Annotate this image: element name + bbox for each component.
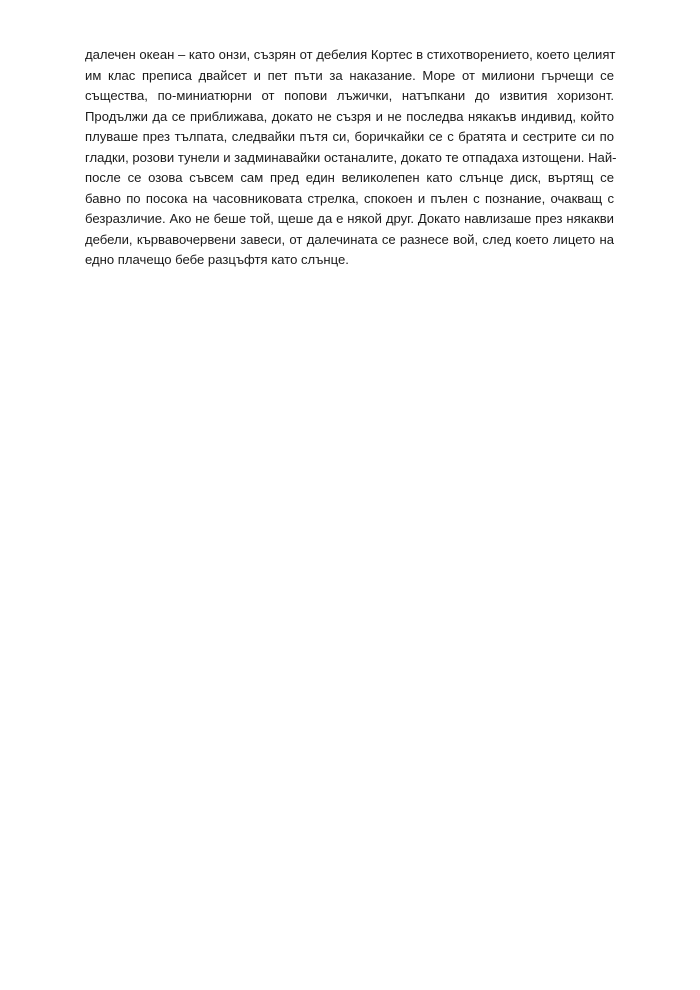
paragraph-line: едно плачещо бебе разцъфтя като слънце. (85, 252, 349, 267)
paragraph-line: гладки, розови тунели и задминавайки останалите, докато те отпадаха изтощени. Най- (85, 149, 617, 165)
paragraph-line: същества, по-миниатюрни от попови лъжички, натъпкани до извития хоризонт. (85, 88, 614, 103)
paragraph-line: бавно по посока на часовниковата стрелка, спокоен и пълен с познание, очакващ с (85, 190, 614, 206)
body-paragraph (85, 45, 617, 271)
paragraph-line: плуваше през тълпата, следвайки пътя си, боричкайки се с братята и сестрите си по (85, 129, 614, 144)
paragraph-line: дебели, кървавочервени завеси, от далечината се разнесе вой, след което лицето на (85, 231, 614, 247)
paragraph-line: далечен океан – като онзи, съзрян от дебелия Кортес в стихотворението, което целият (85, 47, 616, 62)
paragraph-line: безразличие. Ако не беше той, щеше да е някой друг. Докато навлизаше през някакви (85, 211, 614, 226)
paragraph-line: Продължи да се приближава, докато не съзря и не последва някакъв индивид, който (85, 108, 614, 124)
paragraph-line: им клас преписа двайсет и пет пъти за наказание. Море от милиони гърчещи се (85, 67, 614, 83)
paragraph-line: после се озова съвсем сам пред един великолепен като слънце диск, въртящ се (85, 170, 614, 185)
